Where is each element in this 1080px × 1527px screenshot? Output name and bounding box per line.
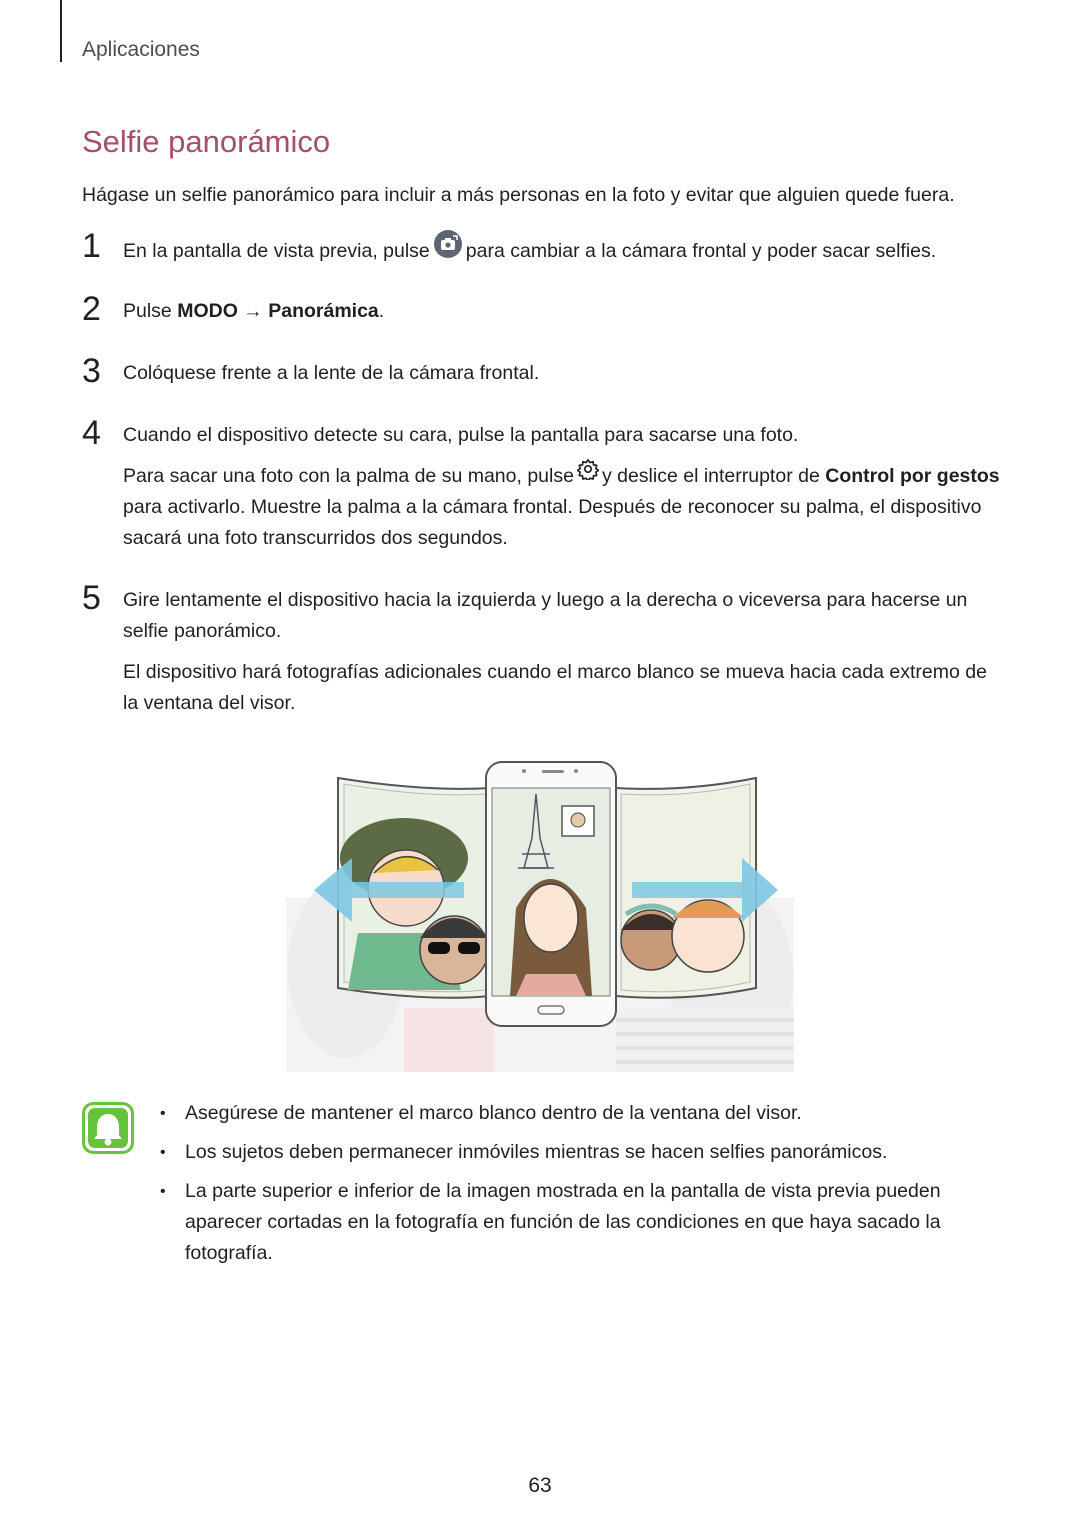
step-number-2: 2 xyxy=(82,290,101,328)
mode-label: MODO xyxy=(177,300,238,322)
step-2 xyxy=(123,296,1003,327)
step-3: Colóquese frente a la lente de la cámara frontal. xyxy=(123,362,540,384)
settings-gear-icon xyxy=(577,458,599,490)
step-1-text-before: En la pantalla de vista previa, pulse xyxy=(123,240,430,263)
intro-paragraph: Hágase un selfie panorámico para incluir a más personas en la foto y evitar que alguien quede fuera. xyxy=(82,184,955,206)
step-1 xyxy=(123,235,1003,269)
panorama-selfie-illustration xyxy=(286,758,794,1072)
step-2-prefix: Pulse xyxy=(123,300,172,322)
step-number-3: 3 xyxy=(82,352,101,390)
note-item: • La parte superior e inferior de la imagen mostrada en la pantalla de vista previa pueden aparecer cortadas en la fotografía en función de las condiciones en que haya sacado la fotografía. xyxy=(160,1176,1020,1269)
step-2-end: . xyxy=(378,300,385,322)
panoramic-label: Panorámica xyxy=(268,300,379,322)
gesture-control-label: Control por gestos xyxy=(825,465,1000,487)
page-title: Selfie panorámico xyxy=(82,124,331,159)
step-4-detail-mid: y deslice el interruptor de xyxy=(601,465,820,487)
step-4-detail-before: Para sacar una foto con la palma de su mano, pulse xyxy=(123,465,574,487)
step-4-detail xyxy=(123,461,1003,554)
notes-list xyxy=(160,1098,1020,1277)
step-number-4: 4 xyxy=(82,414,101,452)
note-item: • Los sujetos deben permanecer inmóviles mientras se hacen selfies panorámicos. xyxy=(160,1137,1020,1168)
step-number-5: 5 xyxy=(82,579,101,617)
step-4-detail-after: para activarlo. Muestre la palma a la cámara frontal. Después de reconocer su palma, el dispositivo sacará una foto transcurridos dos segundos. xyxy=(123,496,982,549)
arrow-separator: → xyxy=(243,300,263,322)
step-1-text-after: para cambiar a la cámara frontal y poder sacar selfies. xyxy=(465,240,937,263)
step-5: Gire lentamente el dispositivo hacia la izquierda y luego a la derecha o viceversa para hacerse un selfie panorámico. xyxy=(123,589,968,642)
notification-bell-icon xyxy=(82,1102,134,1154)
note-item: • Asegúrese de mantener el marco blanco dentro de la ventana del visor. xyxy=(160,1098,1020,1129)
page-number: 63 xyxy=(528,1474,552,1497)
header-rule xyxy=(60,0,62,62)
switch-camera-icon xyxy=(433,229,463,269)
step-number-1: 1 xyxy=(82,227,101,265)
step-5-detail: El dispositivo hará fotografías adicionales cuando el marco blanco se mueva hacia cada extremo de la ventana del visor. xyxy=(123,661,987,714)
step-4: Cuando el dispositivo detecte su cara, pulse la pantalla para sacarse una foto. xyxy=(123,424,799,446)
section-label: Aplicaciones xyxy=(82,38,200,61)
